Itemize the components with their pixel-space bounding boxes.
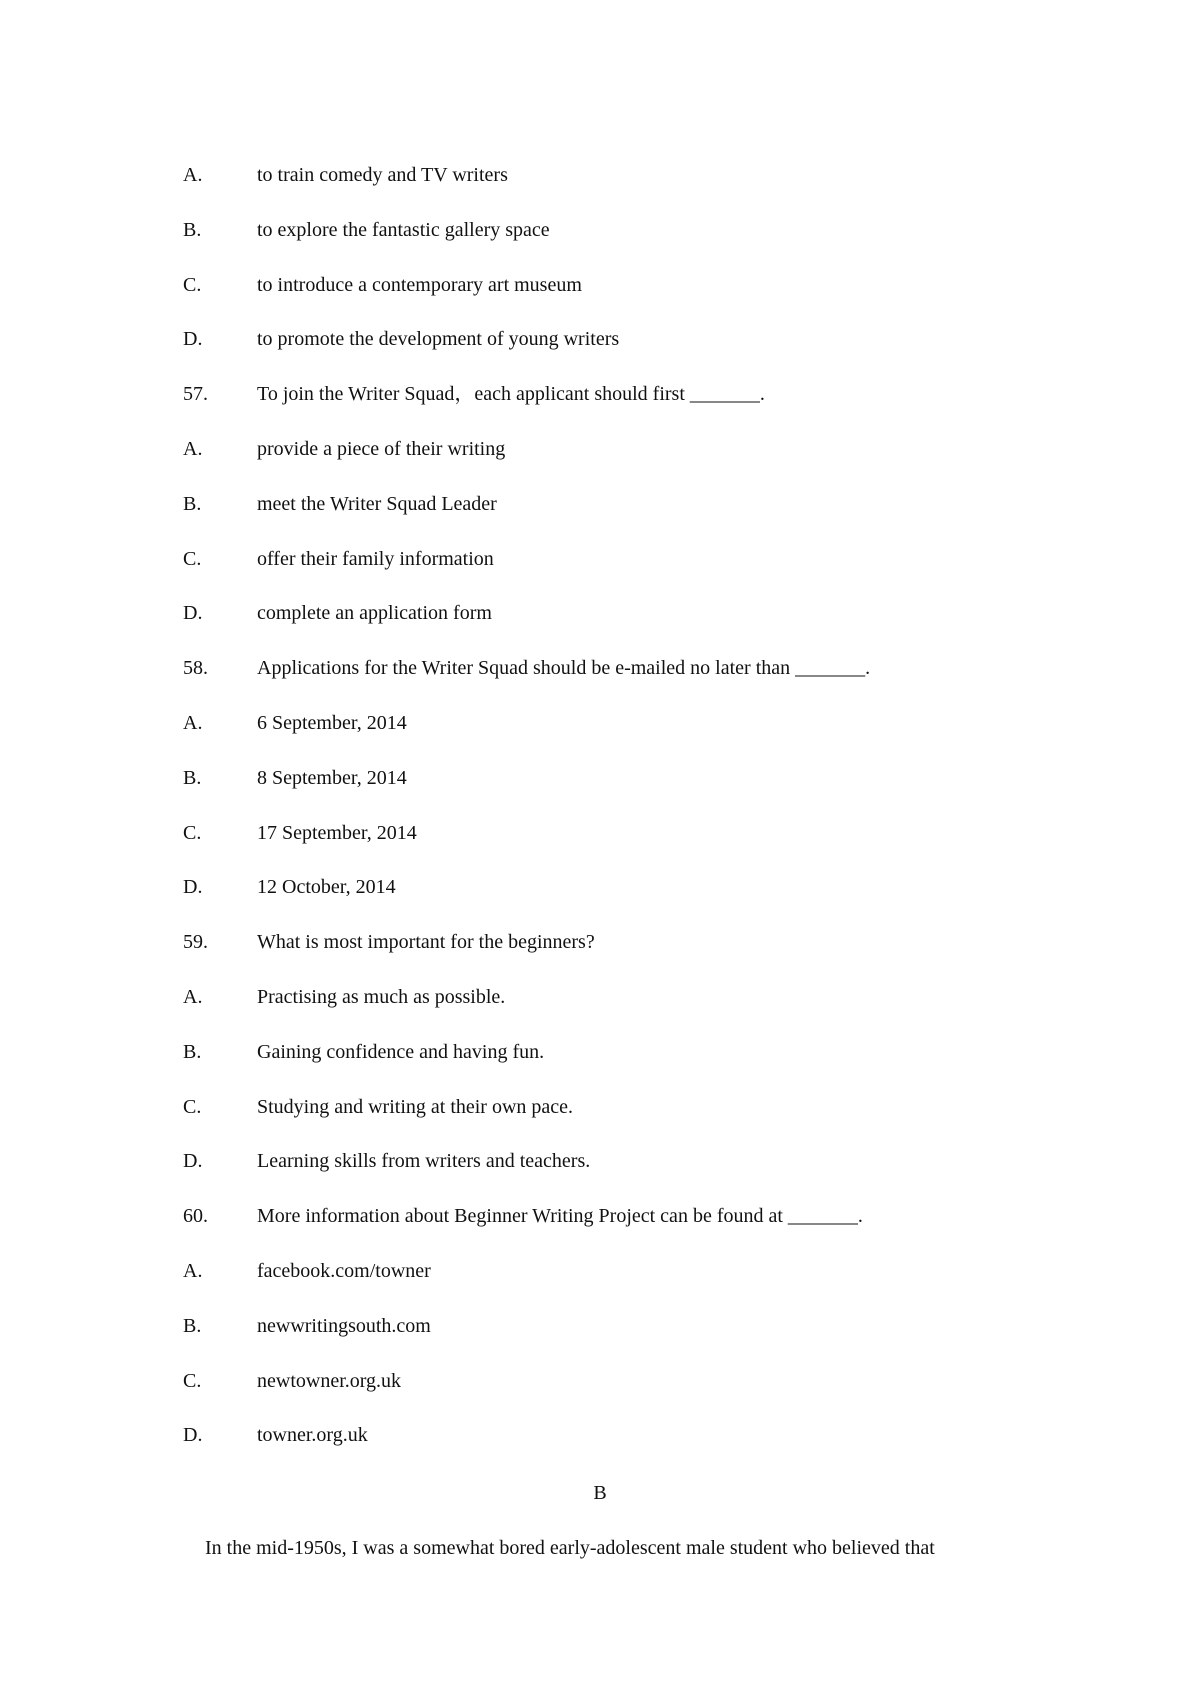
item-label: 58. xyxy=(183,657,208,679)
item-text: to train comedy and TV writers xyxy=(257,164,508,186)
passage-first-line: In the mid-1950s, I was a somewhat bored early-adolescent male student who believed that xyxy=(205,1537,935,1559)
item-text: Studying and writing at their own pace. xyxy=(257,1096,574,1118)
item-label: B. xyxy=(183,493,202,515)
item-text: meet the Writer Squad Leader xyxy=(257,493,497,515)
item-label: A. xyxy=(183,1260,203,1282)
item-label: A. xyxy=(183,712,203,734)
item-label: C. xyxy=(183,822,202,844)
item-text: to explore the fantastic gallery space xyxy=(257,219,550,241)
item-text: 17 September, 2014 xyxy=(257,822,417,844)
item-text: Gaining confidence and having fun. xyxy=(257,1041,545,1063)
item-label: D. xyxy=(183,876,203,898)
item-label: D. xyxy=(183,328,203,350)
item-text: To join the Writer Squad，each applicant should first _______. xyxy=(257,383,765,405)
item-label: D. xyxy=(183,1424,203,1446)
item-label: B. xyxy=(183,1315,202,1337)
item-text: offer their family information xyxy=(257,548,494,570)
item-text: to introduce a contemporary art museum xyxy=(257,274,582,296)
item-text: Learning skills from writers and teachers. xyxy=(257,1150,591,1172)
item-text: 12 October, 2014 xyxy=(257,876,396,898)
item-label: A. xyxy=(183,164,203,186)
item-text: 8 September, 2014 xyxy=(257,767,407,789)
item-label: C. xyxy=(183,274,202,296)
item-label: C. xyxy=(183,548,202,570)
item-text: complete an application form xyxy=(257,602,492,624)
item-label: C. xyxy=(183,1370,202,1392)
item-label: A. xyxy=(183,986,203,1008)
item-text: Applications for the Writer Squad should be e-mailed no later than _______. xyxy=(257,657,871,679)
item-label: 57. xyxy=(183,383,208,405)
item-text: What is most important for the beginners? xyxy=(257,931,595,953)
item-text: newtowner.org.uk xyxy=(257,1370,402,1392)
item-text: towner.org.uk xyxy=(257,1424,368,1446)
item-label: A. xyxy=(183,438,203,460)
item-label: B. xyxy=(183,219,202,241)
section-heading: B xyxy=(593,1482,607,1504)
item-label: C. xyxy=(183,1096,202,1118)
item-text: newwritingsouth.com xyxy=(257,1315,431,1337)
item-label: B. xyxy=(183,767,202,789)
item-label: 60. xyxy=(183,1205,208,1227)
item-text: to promote the development of young writers xyxy=(257,328,620,350)
item-text: provide a piece of their writing xyxy=(257,438,506,460)
item-text: More information about Beginner Writing Project can be found at _______. xyxy=(257,1205,863,1227)
item-text: facebook.com/towner xyxy=(257,1260,431,1282)
item-label: D. xyxy=(183,602,203,624)
item-text: 6 September, 2014 xyxy=(257,712,407,734)
item-text: Practising as much as possible. xyxy=(257,986,506,1008)
item-label: B. xyxy=(183,1041,202,1063)
item-label: 59. xyxy=(183,931,208,953)
item-label: D. xyxy=(183,1150,203,1172)
